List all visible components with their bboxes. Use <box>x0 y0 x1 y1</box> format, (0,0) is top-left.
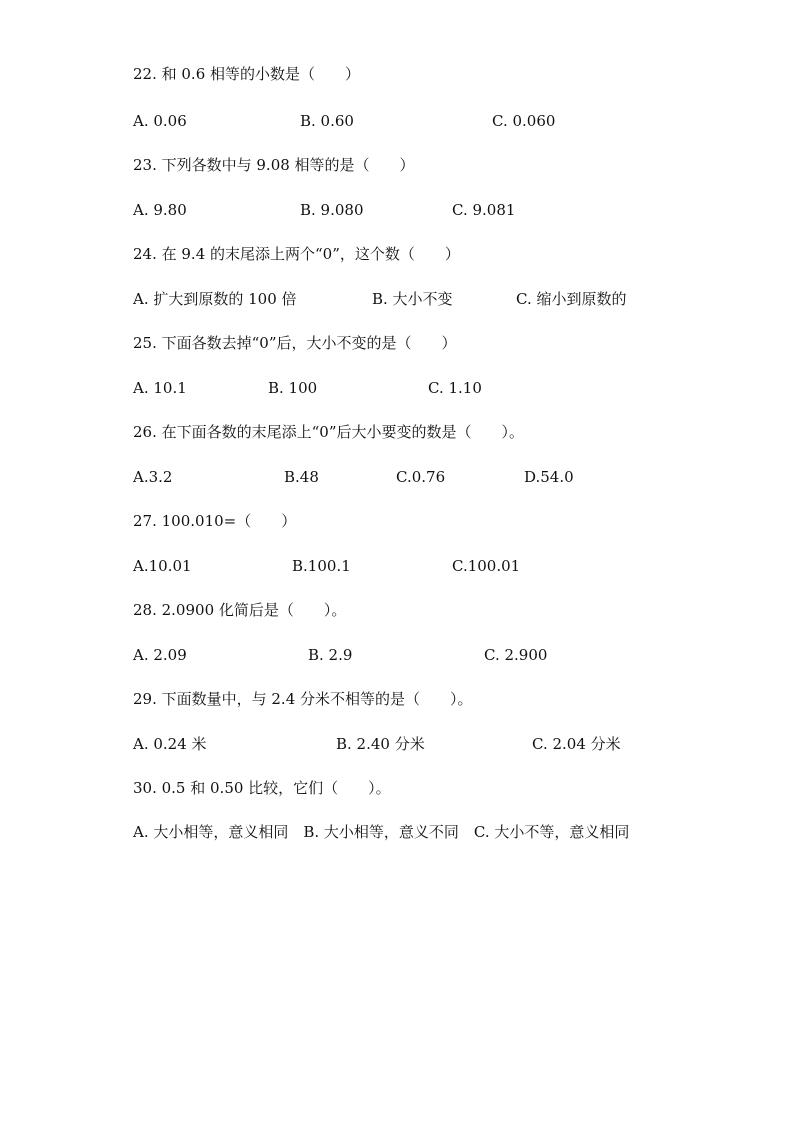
question-29-option-b: B. 2.40 分米 <box>336 735 425 753</box>
question-25-option-c: C. 1.10 <box>428 379 482 397</box>
question-25-option-b: B. 100 <box>268 379 318 397</box>
question-29-option-c: C. 2.04 分米 <box>532 735 621 753</box>
question-24-stem: 24. 在 9.4 的末尾添上两个“0”，这个数（ ） <box>133 245 460 263</box>
question-22-option-c: C. 0.060 <box>492 112 556 130</box>
question-28-option-c: C. 2.900 <box>484 646 548 664</box>
question-24-option-a: A. 扩大到原数的 100 倍 <box>133 290 297 308</box>
question-28-option-a: A. 2.09 <box>133 646 187 664</box>
question-25-stem: 25. 下面各数去掉“0”后，大小不变的是（ ） <box>133 334 457 352</box>
question-26-option-c: C.0.76 <box>396 468 446 486</box>
question-26-option-b: B.48 <box>284 468 319 486</box>
question-24-option-b: B. 大小不变 <box>372 290 453 308</box>
question-30-stem: 30. 0.5 和 0.50 比较，它们（ ）。 <box>133 779 391 797</box>
question-27-option-c: C.100.01 <box>452 557 521 575</box>
question-27-option-a: A.10.01 <box>133 557 192 575</box>
question-26-option-d: D.54.0 <box>524 468 574 486</box>
question-29-option-a: A. 0.24 米 <box>133 735 207 753</box>
question-30-options: A. 大小相等，意义相同 B. 大小相等，意义不同 C. 大小不等，意义相同 <box>133 823 630 841</box>
question-24-option-c: C. 缩小到原数的 <box>516 290 627 308</box>
question-29-stem: 29. 下面数量中，与 2.4 分米不相等的是（ ）。 <box>133 690 473 708</box>
question-26-stem: 26. 在下面各数的末尾添上“0”后大小要变的数是（ ）。 <box>133 423 525 441</box>
question-27-stem: 27. 100.010=（ ） <box>133 512 297 530</box>
question-23-option-b: B. 9.080 <box>300 201 364 219</box>
question-28-option-b: B. 2.9 <box>308 646 353 664</box>
question-23-stem: 23. 下列各数中与 9.08 相等的是（ ） <box>133 156 415 174</box>
question-23-option-a: A. 9.80 <box>133 201 187 219</box>
question-23-option-c: C. 9.081 <box>452 201 516 219</box>
question-22-option-a: A. 0.06 <box>133 112 187 130</box>
question-26-option-a: A.3.2 <box>133 468 173 486</box>
question-22-stem: 22. 和 0.6 相等的小数是（ ） <box>133 65 361 83</box>
question-27-option-b: B.100.1 <box>292 557 351 575</box>
question-22-option-b: B. 0.60 <box>300 112 354 130</box>
question-28-stem: 28. 2.0900 化简后是（ ）。 <box>133 601 347 619</box>
question-25-option-a: A. 10.1 <box>133 379 187 397</box>
